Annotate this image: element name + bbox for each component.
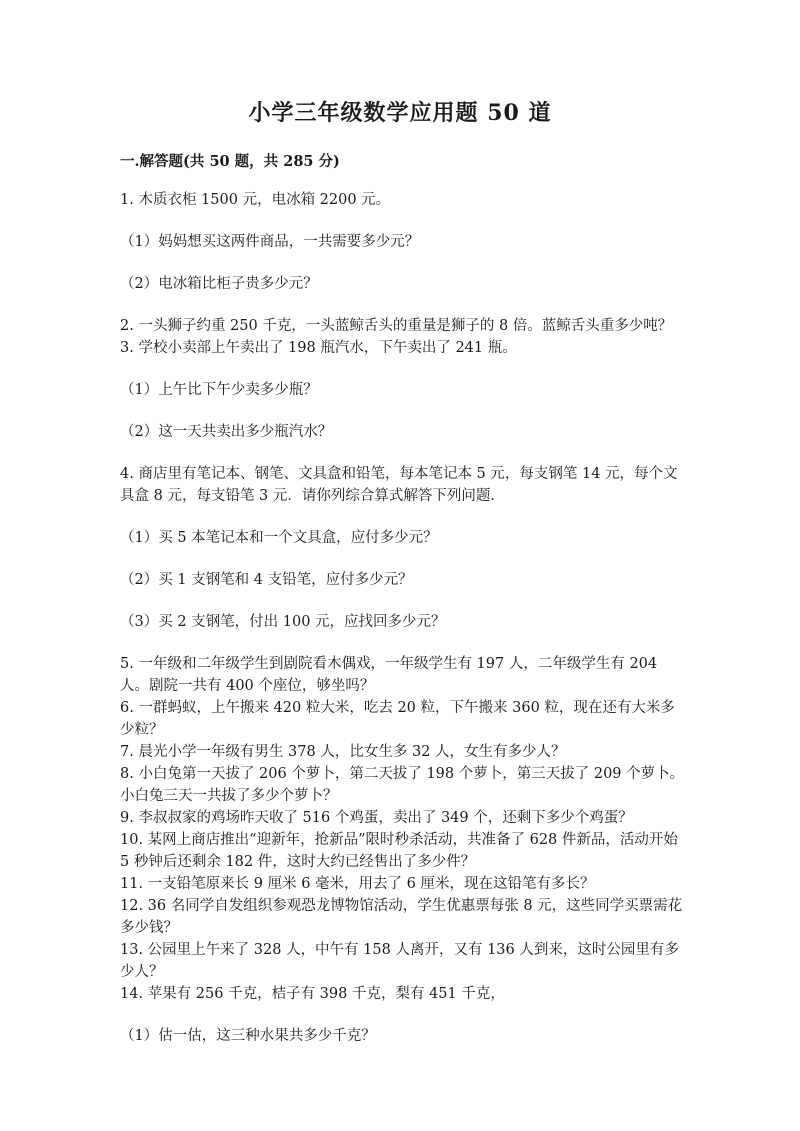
section-heading: 一.解答题(共 50 题，共 285 分): [120, 153, 340, 170]
question-list: [120, 189, 685, 1047]
question-14-part-1: （1）估一估，这三种水果共多少千克？: [120, 1028, 376, 1044]
question-4-part-1: （1）买 5 本笔记本和一个文具盒，应付多少元？: [120, 530, 438, 546]
question-12: 12. 36 名同学自发组织参观恐龙博物馆活动，学生优惠票每张 8 元，这些同学买票需花多少钱？: [120, 898, 683, 936]
question-10: 10. 某网上商店推出“迎新年，抢新品”限时秒杀活动，共准备了 628 件新品，活动开始 5 秒钟后还剩余 182 件，这时大约已经售出了多少件？: [120, 832, 678, 870]
question-1-part-2: （2）电冰箱比柜子贵多少元？: [120, 276, 318, 292]
question-2: 2. 一头狮子约重 250 千克，一头蓝鲸舌头的重量是狮子的 8 倍。蓝鲸舌头重多少吨？: [120, 318, 673, 334]
question-4: 4. 商店里有笔记本、钢笔、文具盒和铅笔，每本笔记本 5 元，每支钢笔 14 元，每个文具盒 8 元，每支铅笔 3 元．请你列综合算式解答下列问题．: [120, 466, 678, 504]
question-9: 9. 李叔叔家的鸡场昨天收了 516 个鸡蛋，卖出了 349 个，还剩下多少个鸡蛋？: [120, 810, 633, 826]
question-3-part-2: （2）这一天共卖出多少瓶汽水？: [120, 424, 333, 440]
question-1-part-1: （1）妈妈想买这两件商品，一共需要多少元？: [120, 234, 420, 250]
question-8: 8. 小白兔第一天拔了 206 个萝卜，第二天拔了 198 个萝卜，第三天拔了 209 个萝卜。小白兔三天一共拔了多少个萝卜？: [120, 766, 685, 804]
question-14: 14. 苹果有 256 千克，桔子有 398 千克，梨有 451 千克，: [120, 986, 505, 1002]
question-7: 7. 晨光小学一年级有男生 378 人，比女生多 32 人，女生有多少人？: [120, 744, 566, 760]
page-title: 小学三年级数学应用题 50 道: [248, 100, 552, 126]
question-11: 11. 一支铅笔原来长 9 厘米 6 毫米，用去了 6 厘米，现在这铅笔有多长？: [120, 876, 595, 892]
question-6: 6. 一群蚂蚁，上午搬来 420 粒大米，吃去 20 粒，下午搬来 360 粒，现在还有大米多少粒？: [120, 700, 675, 738]
question-4-part-2: （2）买 1 支钢笔和 4 支铅笔，应付多少元？: [120, 572, 413, 588]
question-4-part-3: （3）买 2 支钢笔，付出 100 元，应找回多少元？: [120, 614, 446, 630]
question-13: 13. 公园里上午来了 328 人，中午有 158 人离开，又有 136 人到来，这时公园里有多少人？: [120, 942, 679, 980]
question-3: 3. 学校小卖部上午卖出了 198 瓶汽水，下午卖出了 241 瓶。: [120, 340, 517, 356]
question-1: 1. 木质衣柜 1500 元，电冰箱 2200 元。: [120, 192, 391, 208]
question-5: 5. 一年级和二年级学生到剧院看木偶戏，一年级学生有 197 人，二年级学生有 204 人。剧院一共有 400 个座位，够坐吗？: [120, 656, 658, 694]
question-3-part-1: （1）上午比下午少卖多少瓶？: [120, 382, 318, 398]
